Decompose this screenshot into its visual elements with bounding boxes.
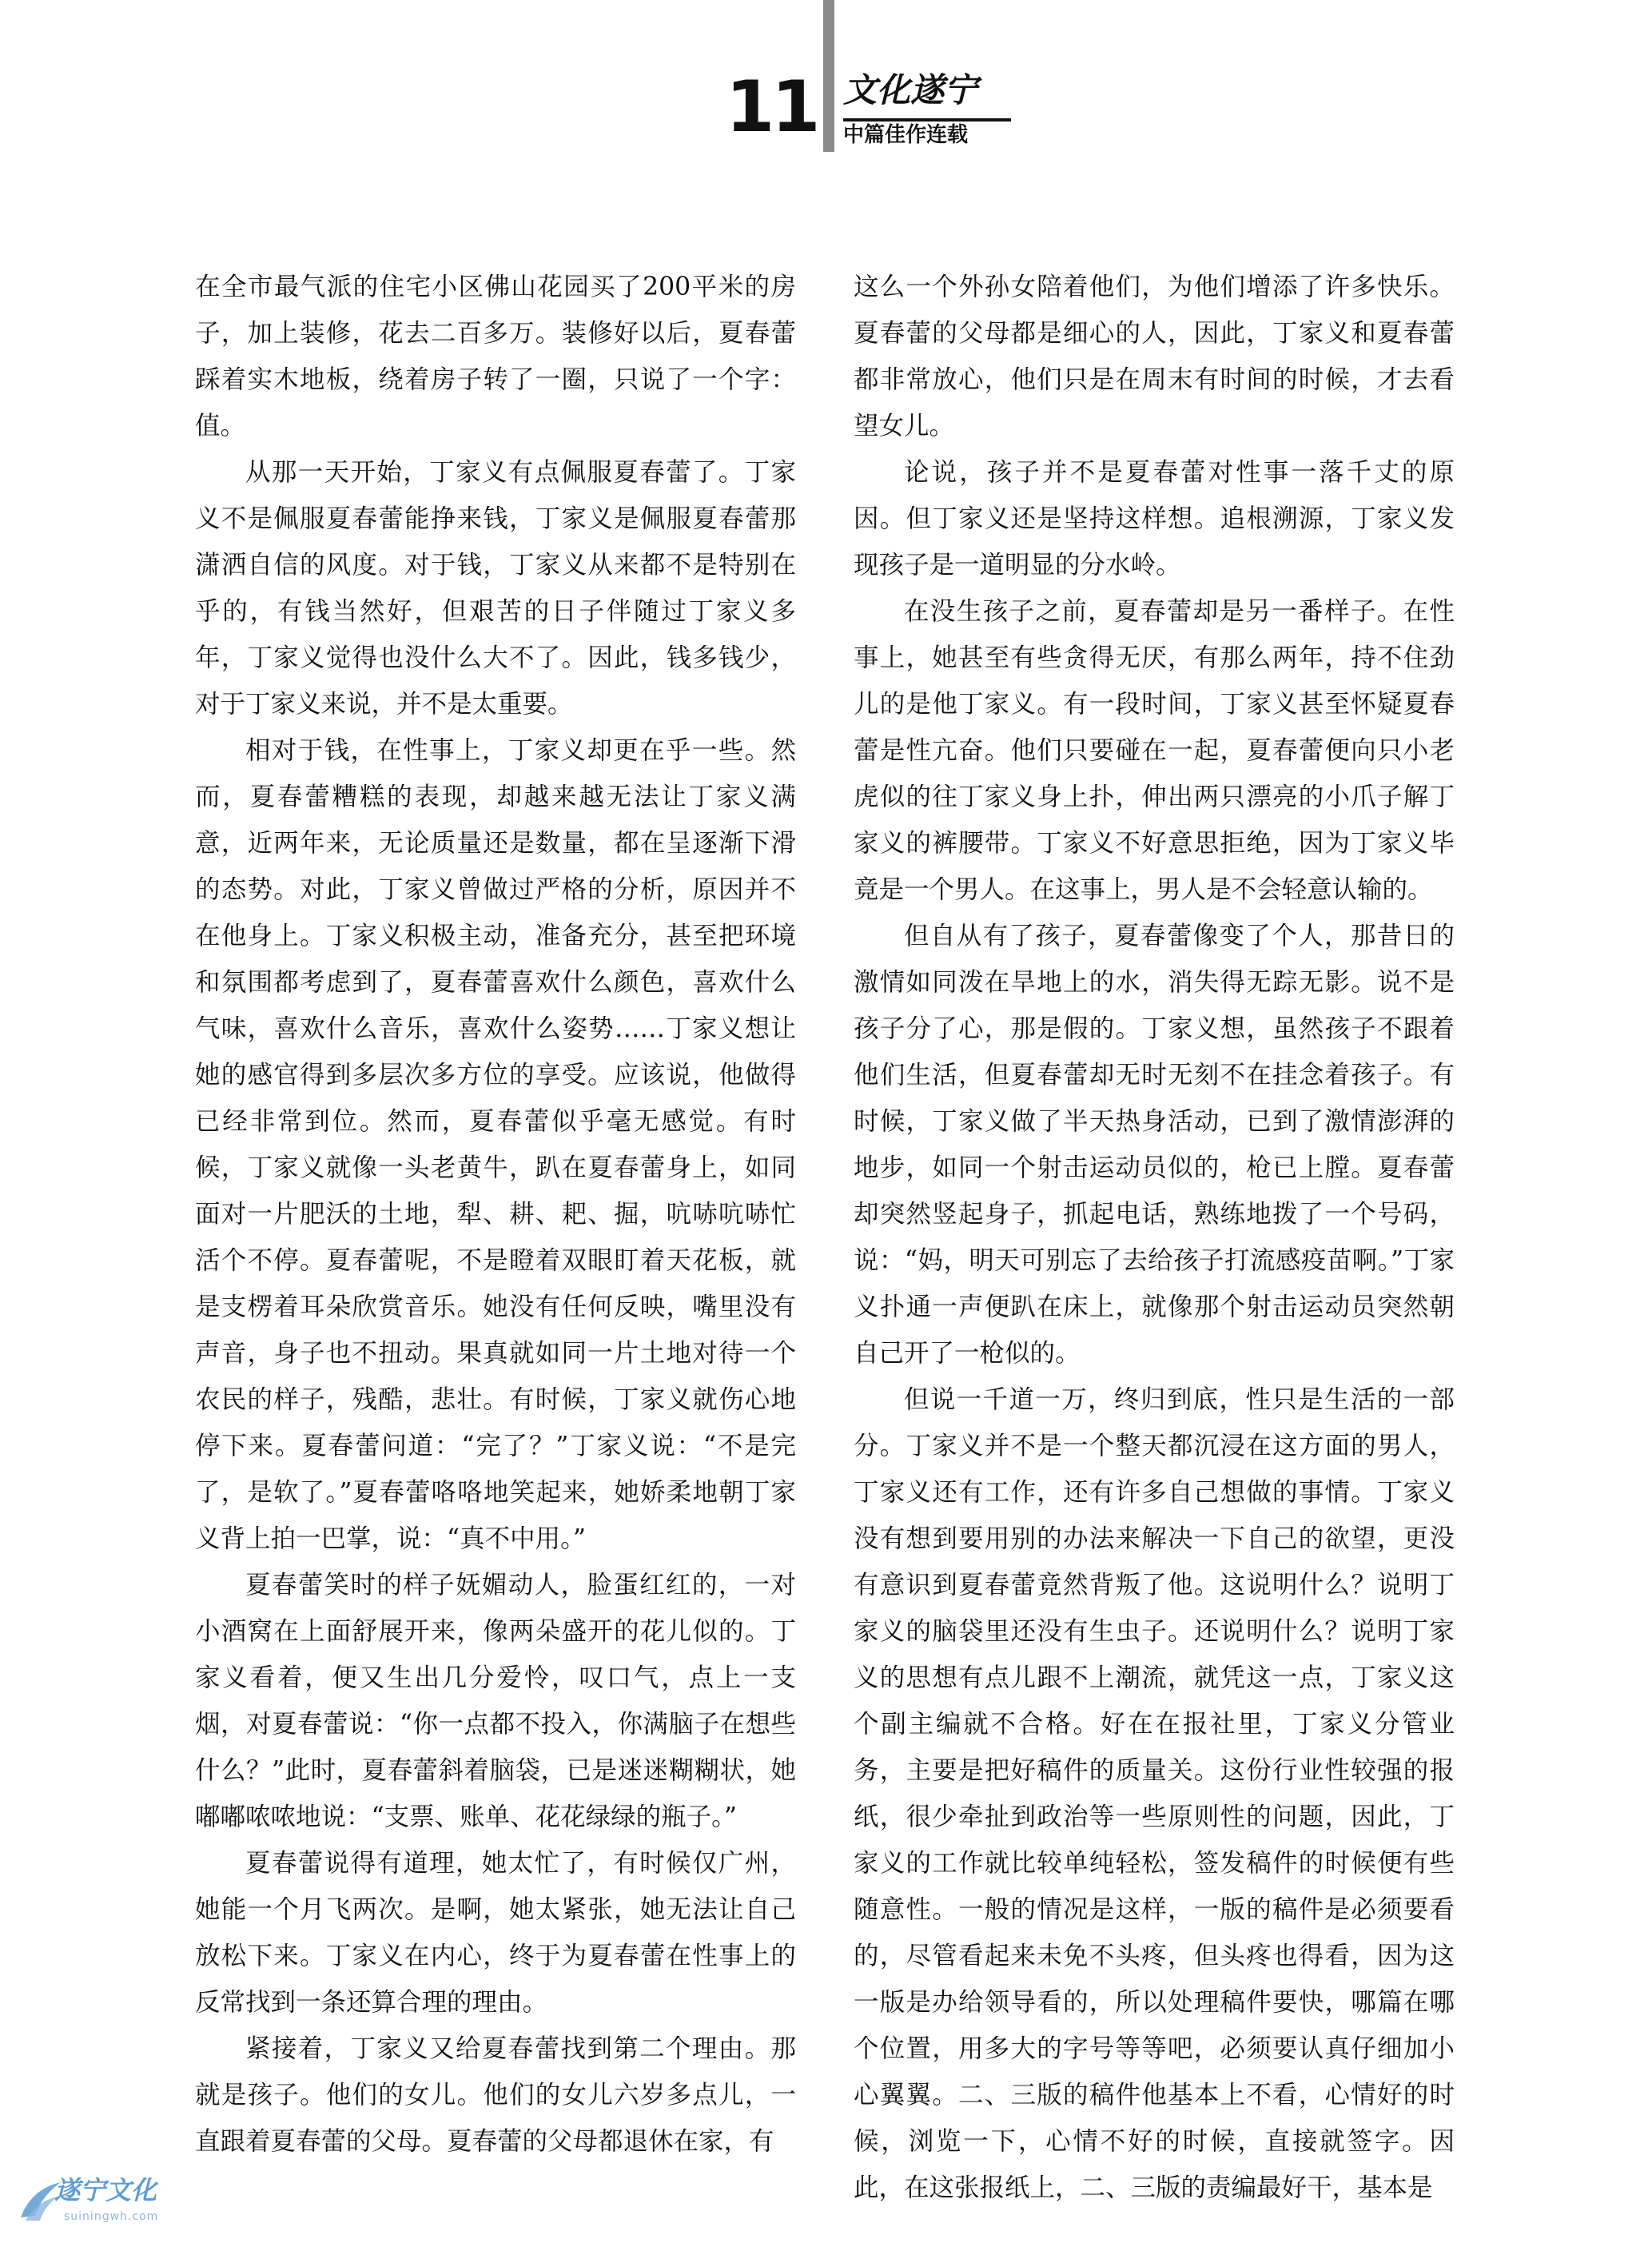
- header-rule: [843, 118, 1011, 122]
- right-column: [854, 264, 1455, 2211]
- watermark-name: 遂宁文化: [54, 2175, 157, 2205]
- paragraph: 这么一个外孙女陪着他们，为他们增添了许多快乐。夏春蕾的父母都是细心的人，因此，丁家义和夏春蕾都非常放心，他们只是在周末有时间的时候，才去看望女儿。: [854, 273, 1455, 440]
- left-column: [195, 264, 796, 2165]
- paragraph: 紧接着，丁家义又给夏春蕾找到第二个理由。那就是孩子。他们的女儿。他们的女儿六岁多点儿，一直跟着夏春蕾的父母。夏春蕾的父母都退休在家，有: [195, 2034, 796, 2156]
- section-title: 文化遂宁: [843, 70, 978, 110]
- watermark-url: suiningwh.com: [64, 2210, 159, 2223]
- page-number: 11: [726, 66, 818, 148]
- paragraph: 但自从有了孩子，夏春蕾像变了个人，那昔日的激情如同泼在旱地上的水，消失得无踪无影。说不是孩子分了心，那是假的。丁家义想，虽然孩子不跟着他们生活，但夏春蕾却无时无刻不在挂念着孩子。有时候，丁家义做了半天热身活动，已到了激情澎湃的地步，如同一个射击运动员似的，枪已上膛。夏春蕾却突然竖起身子，抓起电话，熟练地拨了一个号码，说：“妈，明天可别忘了去给孩子打流感疫苗啊。”丁家义扑通一声便趴在床上，就像那个射击运动员突然朝自己开了一枪似的。: [854, 922, 1455, 1368]
- paragraph: 在没生孩子之前，夏春蕾却是另一番样子。在性事上，她甚至有些贪得无厌，有那么两年，持不住劲儿的是他丁家义。有一段时间，丁家义甚至怀疑夏春蕾是性亢奋。他们只要碰在一起，夏春蕾便向只小老虎似的往丁家义身上扑，伸出两只漂亮的小爪子解丁家义的裤腰带。丁家义不好意思拒绝，因为丁家义毕竟是一个男人。在这事上，男人是不会轻意认输的。: [854, 597, 1455, 904]
- section-subtitle: 中篇佳作连载: [843, 123, 969, 147]
- paragraph: 从那一天开始，丁家义有点佩服夏春蕾了。丁家义不是佩服夏春蕾能挣来钱，丁家义是佩服夏春蕾那潇洒自信的风度。对于钱，丁家义从来都不是特别在乎的，有钱当然好，但艰苦的日子伴随过丁家义多年，丁家义觉得也没什么大不了。因此，钱多钱少，对于丁家义来说，并不是太重要。: [195, 458, 796, 719]
- paragraph: 但说一千道一万，终归到底，性只是生活的一部分。丁家义并不是一个整天都沉浸在这方面的男人，丁家义还有工作，还有许多自己想做的事情。丁家义没有想到要用别的办法来解决一下自己的欲望，更没有意识到夏春蕾竟然背叛了他。这说明什么？说明丁家义的脑袋里还没有生虫子。还说明什么？说明丁家义的思想有点儿跟不上潮流，就凭这一点，丁家义这个副主编就不合格。好在在报社里，丁家义分管业务，主要是把好稿件的质量关。这份行业性较强的报纸，很少牵扯到政治等一些原则性的问题，因此，丁家义的工作就比较单纯轻松，签发稿件的时候便有些随意性。一般的情况是这样，一版的稿件是必须要看的，尽管看起来未免不头疼，但头疼也得看，因为这一版是办给领导看的，所以处理稿件要快，哪篇在哪个位置，用多大的字号等等吧，必须要认真仔细加小心翼翼。二、三版的稿件他基本上不看，心情好的时候，浏览一下，心情不好的时候，直接就签字。因此，在这张报纸上，二、三版的责编最好干，基本是: [854, 1385, 1455, 2202]
- paragraph: 在全市最气派的住宅小区佛山花园买了200平米的房子，加上装修，花去二百多万。装修好以后，夏春蕾踩着实木地板，绕着房子转了一圈，只说了一个字：值。: [195, 273, 796, 440]
- paragraph: 夏春蕾说得有道理，她太忙了，有时候仅广州，她能一个月飞两次。是啊，她太紧张，她无法让自己放松下来。丁家义在内心，终于为夏春蕾在性事上的反常找到一条还算合理的理由。: [195, 1849, 796, 2017]
- header-bar: [823, 0, 834, 152]
- paragraph: 论说，孩子并不是夏春蕾对性事一落千丈的原因。但丁家义还是坚持这样想。追根溯源，丁家义发现孩子是一道明显的分水岭。: [854, 458, 1455, 580]
- paragraph: 相对于钱，在性事上，丁家义却更在乎一些。然而，夏春蕾糟糕的表现，却越来越无法让丁家义满意，近两年来，无论质量还是数量，都在呈逐渐下滑的态势。对此，丁家义曾做过严格的分析，原因并不在他身上。丁家义积极主动，准备充分，甚至把环境和氛围都考虑到了，夏春蕾喜欢什么颜色，喜欢什么气味，喜欢什么音乐，喜欢什么姿势……丁家义想让她的感官得到多层次多方位的享受。应该说，他做得已经非常到位。然而，夏春蕾似乎毫无感觉。有时候，丁家义就像一头老黄牛，趴在夏春蕾身上，如同面对一片肥沃的土地，犁、耕、耙、掘，吭哧吭哧忙活个不停。夏春蕾呢，不是瞪着双眼盯着天花板，就是支楞着耳朵欣赏音乐。她没有任何反映，嘴里没有声音，身子也不扭动。果真就如同一片土地对待一个农民的样子，残酷，悲壮。有时候，丁家义就伤心地停下来。夏春蕾问道：“完了？”丁家义说：“不是完了，是软了。”夏春蕾咯咯地笑起来，她娇柔地朝丁家义背上拍一巴掌，说：“真不中用。”: [195, 736, 796, 1553]
- watermark-logo: [16, 2176, 200, 2232]
- paragraph: 夏春蕾笑时的样子妩媚动人，脸蛋红红的，一对小酒窝在上面舒展开来，像两朵盛开的花儿似的。丁家义看着，便又生出几分爱怜，叹口气，点上一支烟，对夏春蕾说：“你一点都不投入，你满脑子在想些什么？”此时，夏春蕾斜着脑袋，已是迷迷糊糊状，她嘟嘟哝哝地说：“支票、账单、花花绿绿的瓶子。”: [195, 1571, 796, 1831]
